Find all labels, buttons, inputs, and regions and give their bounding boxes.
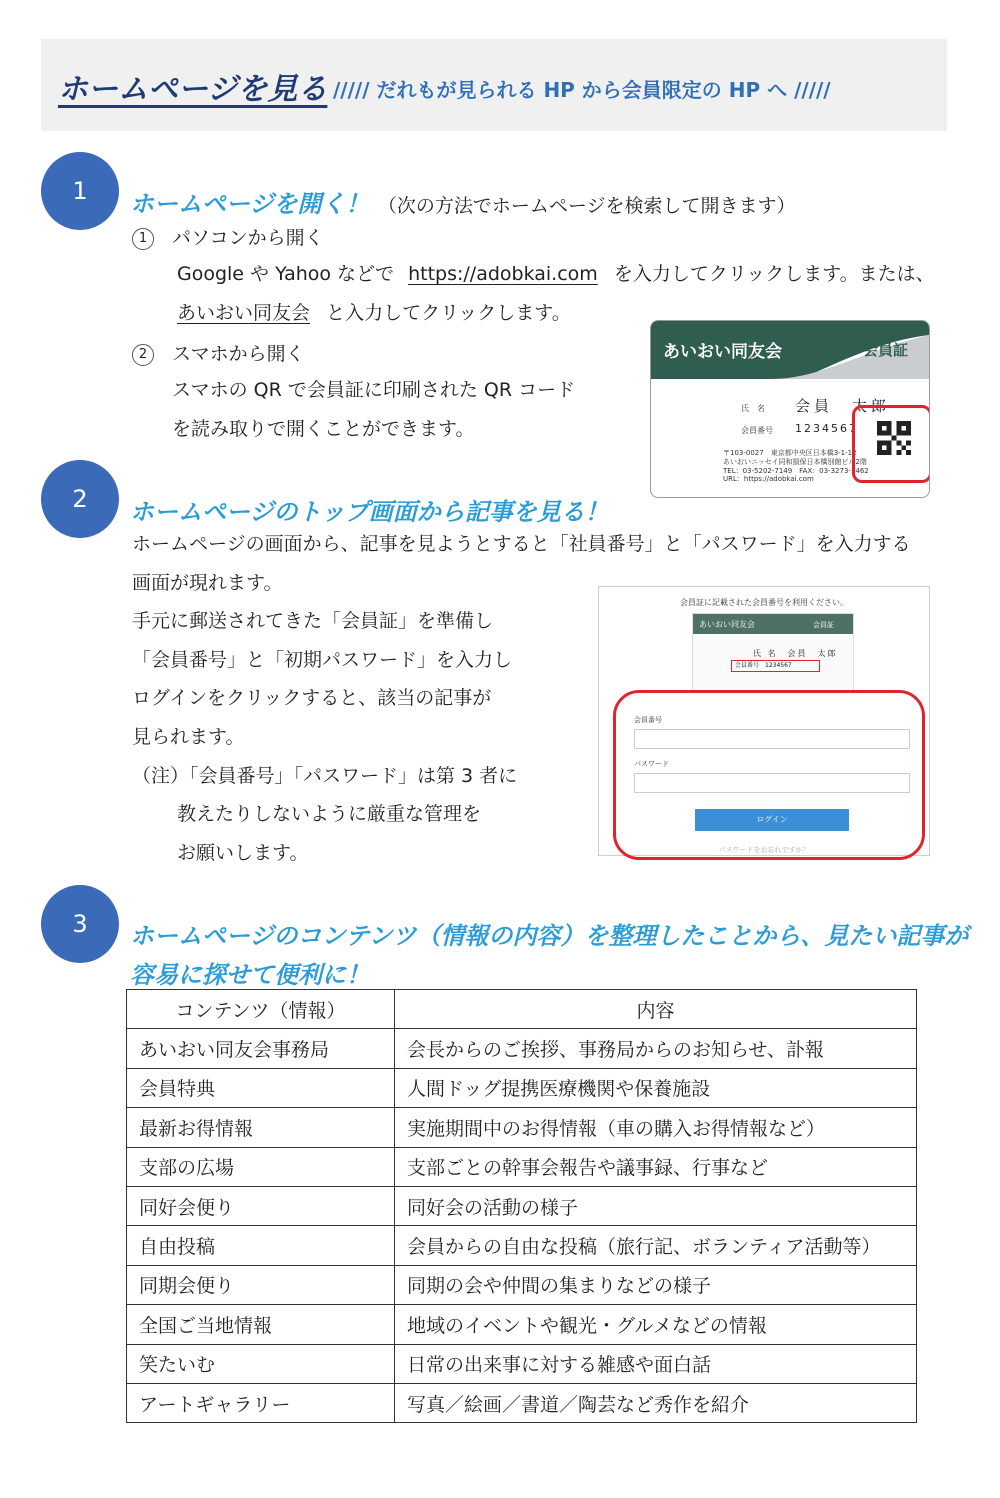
card-org-name: あいおい同友会 [663,342,782,362]
section-3-title-line2: 容易に探せて便利に！ [130,961,370,989]
table-row [127,1029,917,1068]
item-1-prefix: Google や Yahoo などで [177,263,395,285]
content-name: 同期会便り [127,1265,395,1304]
login-highlight-box [613,690,925,860]
item-2-heading: スマホから開く [172,343,305,365]
item-1-marker: 1 [132,228,154,250]
section-2-line: ログインをクリックすると、該当の記事が [132,687,492,709]
login-button[interactable]: ログイン [695,809,849,831]
section-2-line: 見られます。 [132,726,245,748]
mini-card-kind: 会員証 [813,621,834,629]
section-3-title-line1: ホームページのコンテンツ（情報の内容）を整理したことから、見たい記事が [130,922,969,950]
content-description: 会長からのご挨拶、事務局からのお知らせ、訃報 [395,1029,917,1068]
item-pc-heading [132,228,324,250]
content-description: 会員からの自由な投稿（旅行記、ボランティア活動等） [395,1226,917,1265]
card-address-line: URL：https://adobkai.com [723,475,814,484]
contents-table [126,989,917,1423]
section-2-line: 「会員番号」と「初期パスワード」を入力し [132,649,513,671]
member-card-image [650,320,930,498]
card-address-line: あいおいニッセイ同和損保日本橋別館ビル2階 [723,457,867,466]
card-number-label: 会員番号 [741,426,773,435]
item-1-line2-suffix: と入力してクリックします。 [326,302,571,324]
content-description: 地域のイベントや観光・グルメなどの情報 [395,1305,917,1344]
table-row [127,1265,917,1304]
content-name: アートギャラリー [127,1383,395,1422]
card-member-name: 会員 太郎 [795,397,891,415]
content-name: 笑たいむ [127,1344,395,1383]
table-row [127,1147,917,1186]
item-1-suffix: を入力してクリックします。または、 [613,263,935,285]
column-header: 内容 [395,990,917,1029]
item-phone-heading [132,344,305,366]
content-description: 写真／絵画／書道／陶芸など秀作を紹介 [395,1383,917,1422]
content-name: 全国ご当地情報 [127,1305,395,1344]
table-row [127,1344,917,1383]
item-pc-line2 [177,304,571,323]
section-1-title-text: ホームページを開く！ [130,190,370,218]
table-header-row [127,990,917,1029]
table-row [127,1108,917,1147]
qr-highlight-box [852,405,930,483]
section-3-number: 3 [41,885,119,963]
content-description: 同好会の活動の様子 [395,1186,917,1225]
item-1-heading: パソコンから開く [172,227,324,249]
caution-line: 教えたりしないように厳重な管理を [177,803,482,825]
member-number-label: 会員番号 [634,716,662,724]
card-name-label: 氏 名 [741,404,765,413]
card-kind: 会員証 [863,341,909,359]
content-description: 同期の会や仲間の集まりなどの様子 [395,1265,917,1304]
caution-line: お願いします。 [177,842,309,864]
content-description: 人間ドッグ提携医療機関や保養施設 [395,1068,917,1107]
forgot-password-link[interactable]: パスワードをお忘れですか？ [718,846,810,854]
content-name: 会員特典 [127,1068,395,1107]
content-name: あいおい同友会事務局 [127,1029,395,1068]
mini-member-card [692,613,854,691]
card-address-line: 〒103-0027 東京都中央区日本橋3-1-12 [723,449,857,457]
page-subtitle: ///// だれもが見られる HP から会員限定の HP へ ///// [333,78,831,102]
section-2-title: ホームページのトップ画面から記事を見る！ [130,498,609,526]
column-header: コンテンツ（情報） [127,990,395,1029]
table-row [127,1305,917,1344]
content-name: 支部の広場 [127,1147,395,1186]
section-2-number: 2 [41,460,119,538]
caution-line: （注）「会員番号」「パスワード」は第 3 者に [132,765,518,787]
search-keyword: あいおい同友会 [177,302,311,324]
table-row [127,1383,917,1422]
section-2-line: ホームページの画面から、記事を見ようとすると「社員番号」と「パスワード」を入力する [132,533,911,555]
card-address [723,449,869,484]
section-1-title [130,184,796,219]
homepage-url-link[interactable]: https://adobkai.com [408,263,598,285]
table-row [127,1068,917,1107]
item-2-line1: スマホの QR で会員証に印刷された QR コード [172,379,576,401]
content-name: 最新お得情報 [127,1108,395,1147]
mini-card-org: あいおい同友会 [699,620,755,629]
content-name: 自由投稿 [127,1226,395,1265]
mini-card-name: 氏 名 会員 太郎 [753,649,838,658]
table-row [127,1226,917,1265]
section-1-note: （次の方法でホームページを検索して開きます） [377,195,796,217]
section-1-number: 1 [41,152,119,230]
login-instruction: 会員証に記載された会員番号を利用ください。 [680,598,848,607]
item-2-marker: 2 [132,344,154,366]
content-description: 支部ごとの幹事会報告や議事録、行事など [395,1147,917,1186]
page-title: ホームページを見る [58,72,328,107]
content-description: 日常の出来事に対する雑感や面白話 [395,1344,917,1383]
content-name: 同好会便り [127,1186,395,1225]
card-address-line: TEL：03-5202-7149 FAX：03-3273-1462 [723,466,869,475]
section-2-line: 画面が現れます。 [132,572,283,594]
item-2-line2: を読み取りで開くことができます。 [172,418,475,440]
card-member-number: 1234567 [795,422,858,435]
password-label: パスワード [634,760,669,768]
section-2-line: 手元に郵送されてきた「会員証」を準備し [132,610,494,632]
table-row [127,1186,917,1225]
content-description: 実施期間中のお得情報（車の購入お得情報など） [395,1108,917,1147]
item-pc-line1 [177,265,935,284]
mini-card-number: 会員番号 1234567 [731,660,820,672]
